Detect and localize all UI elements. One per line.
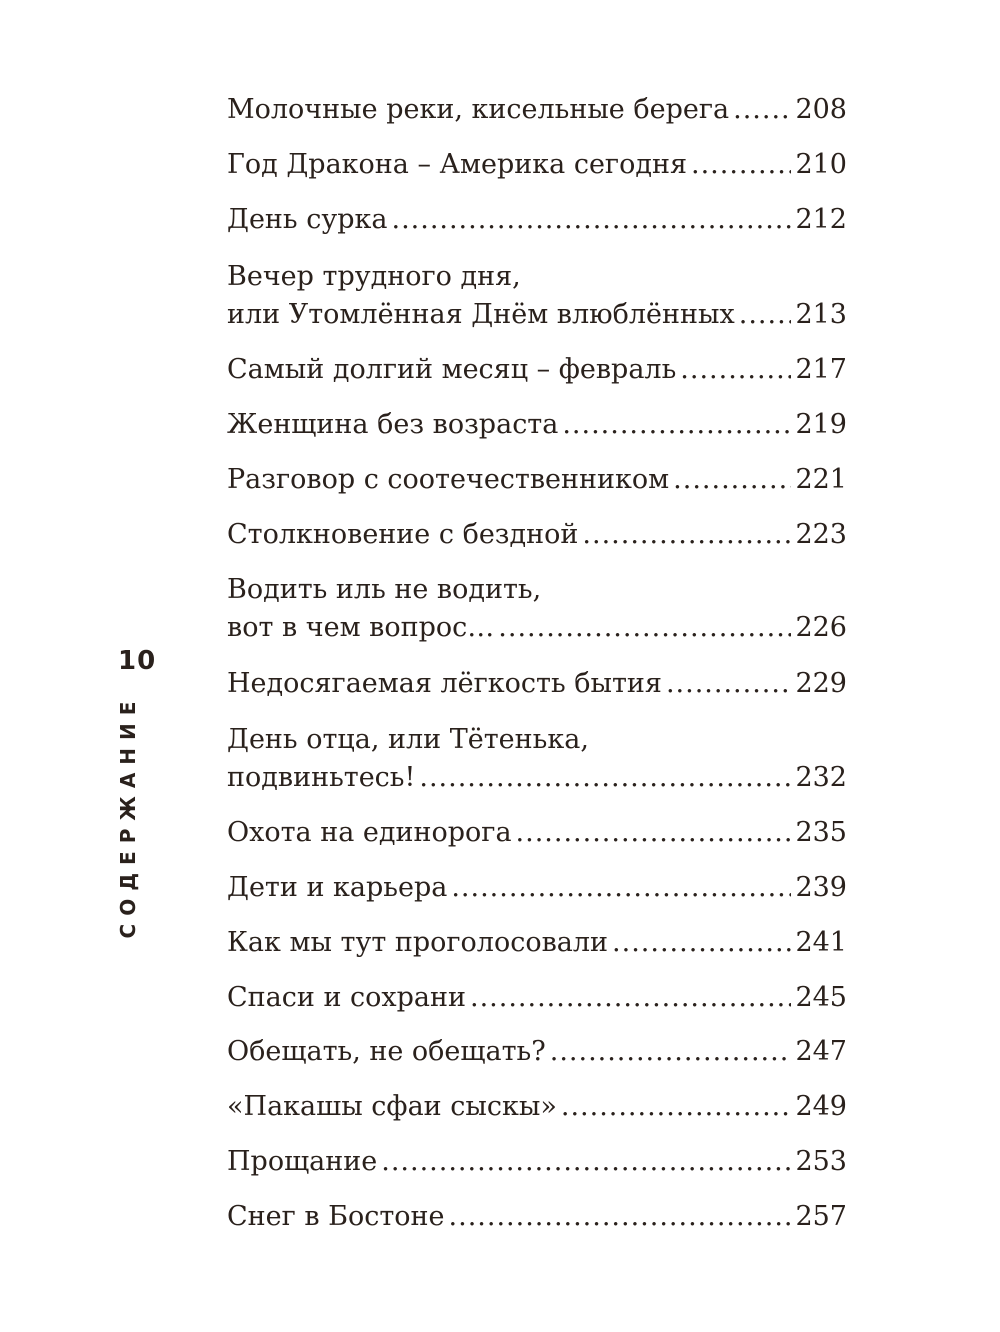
toc-entry-page: 223 (795, 519, 847, 550)
toc-entry-page: 221 (795, 464, 847, 495)
toc-entry-page: 235 (795, 817, 847, 848)
toc-dot-leader (733, 90, 791, 130)
toc-dot-leader (673, 460, 791, 500)
toc-dot-leader (562, 405, 791, 445)
toc-dot-leader (691, 145, 791, 185)
page-number: 10 (118, 646, 157, 676)
toc-entry-title-line1: Водить иль не водить, (227, 574, 542, 605)
toc-entry-title: Как мы тут проголосовали (227, 927, 609, 958)
toc-entry (227, 570, 847, 648)
toc-entry (227, 515, 847, 555)
toc-entry-title: Недосягаемая лёгкость бытия (227, 668, 662, 699)
toc-dot-leader (449, 1197, 792, 1237)
toc-entry-title-line1: Вечер трудного дня, (227, 261, 521, 292)
toc-entry (227, 978, 847, 1018)
toc-entry-title-line1: День отца, или Тётенька, (227, 724, 589, 755)
toc-entry-title: Снег в Бостоне (227, 1201, 445, 1232)
toc-entry-title: Прощание (227, 1146, 378, 1177)
toc-entry-page: 232 (795, 762, 847, 793)
toc-entry-page: 229 (795, 668, 847, 699)
toc-entry (227, 868, 847, 908)
section-label: СОДЕРЖАНИЕ (116, 693, 140, 939)
toc-entry-title: подвиньтесь! (227, 762, 416, 793)
toc-entry-title: Охота на единорога (227, 817, 512, 848)
toc-entry-title: День сурка (227, 204, 388, 235)
toc-entry-page: 219 (795, 409, 847, 440)
toc-entry-page: 213 (795, 299, 847, 330)
toc-dot-leader (680, 350, 791, 390)
toc-entry (227, 664, 847, 704)
toc-entry (227, 720, 847, 798)
toc-entry (227, 350, 847, 390)
toc-entry (227, 200, 847, 240)
toc-dot-leader (381, 1142, 791, 1182)
toc-entry-page: 245 (795, 982, 847, 1013)
toc-entry-title: Обещать, не обещать? (227, 1036, 546, 1067)
toc-entry-title: Молочные реки, кисельные берега (227, 94, 730, 125)
toc-entry-title: или Утомлённая Днём влюблённых (227, 299, 735, 330)
toc-entry (227, 1032, 847, 1072)
toc-entry-page: 247 (795, 1036, 847, 1067)
toc-entry (227, 257, 847, 335)
toc-dot-leader (516, 813, 792, 853)
toc-entry-page: 239 (795, 872, 847, 903)
toc-entry-page: 257 (795, 1201, 847, 1232)
toc-entry-page: 208 (795, 94, 847, 125)
toc-entry (227, 90, 847, 130)
toc-dot-leader (666, 664, 792, 704)
toc-entry-page: 253 (795, 1146, 847, 1177)
toc-dot-leader (419, 758, 791, 798)
toc-dot-leader (612, 923, 791, 963)
toc-entry (227, 1142, 847, 1182)
toc-entry-title: Самый долгий месяц – февраль (227, 354, 677, 385)
toc-dot-leader (739, 295, 792, 335)
toc-entry-page: 249 (795, 1091, 847, 1122)
toc-entry (227, 923, 847, 963)
toc-entry-page: 210 (795, 149, 847, 180)
toc-entry-title: Женщина без возраста (227, 409, 559, 440)
toc-entry-title: «Пакашы сфаи сыскы» (227, 1091, 557, 1122)
toc-entry-title: Столкновение с бездной (227, 519, 579, 550)
toc-dot-leader (498, 608, 791, 648)
toc-entry-title: Дети и карьера (227, 872, 448, 903)
toc-entry (227, 1087, 847, 1127)
toc-entry-title: вот в чем вопрос… (227, 612, 495, 643)
toc-entry (227, 405, 847, 445)
toc-entry (227, 813, 847, 853)
toc-dot-leader (470, 978, 791, 1018)
toc-dot-leader (582, 515, 791, 555)
toc-entry (227, 1197, 847, 1237)
toc-dot-leader (451, 868, 791, 908)
toc-entry-page: 212 (795, 204, 847, 235)
toc-entry (227, 460, 847, 500)
toc-entry-page: 217 (795, 354, 847, 385)
toc-entry (227, 145, 847, 185)
toc-dot-leader (391, 200, 791, 240)
toc-entry-title: Разговор с соотечественником (227, 464, 670, 495)
toc-entry-page: 241 (795, 927, 847, 958)
toc-dot-leader (550, 1032, 792, 1072)
toc-entry-title: Спаси и сохрани (227, 982, 467, 1013)
toc-entry-page: 226 (795, 612, 847, 643)
toc-entry-title: Год Дракона – Америка сегодня (227, 149, 687, 180)
toc-dot-leader (561, 1087, 792, 1127)
